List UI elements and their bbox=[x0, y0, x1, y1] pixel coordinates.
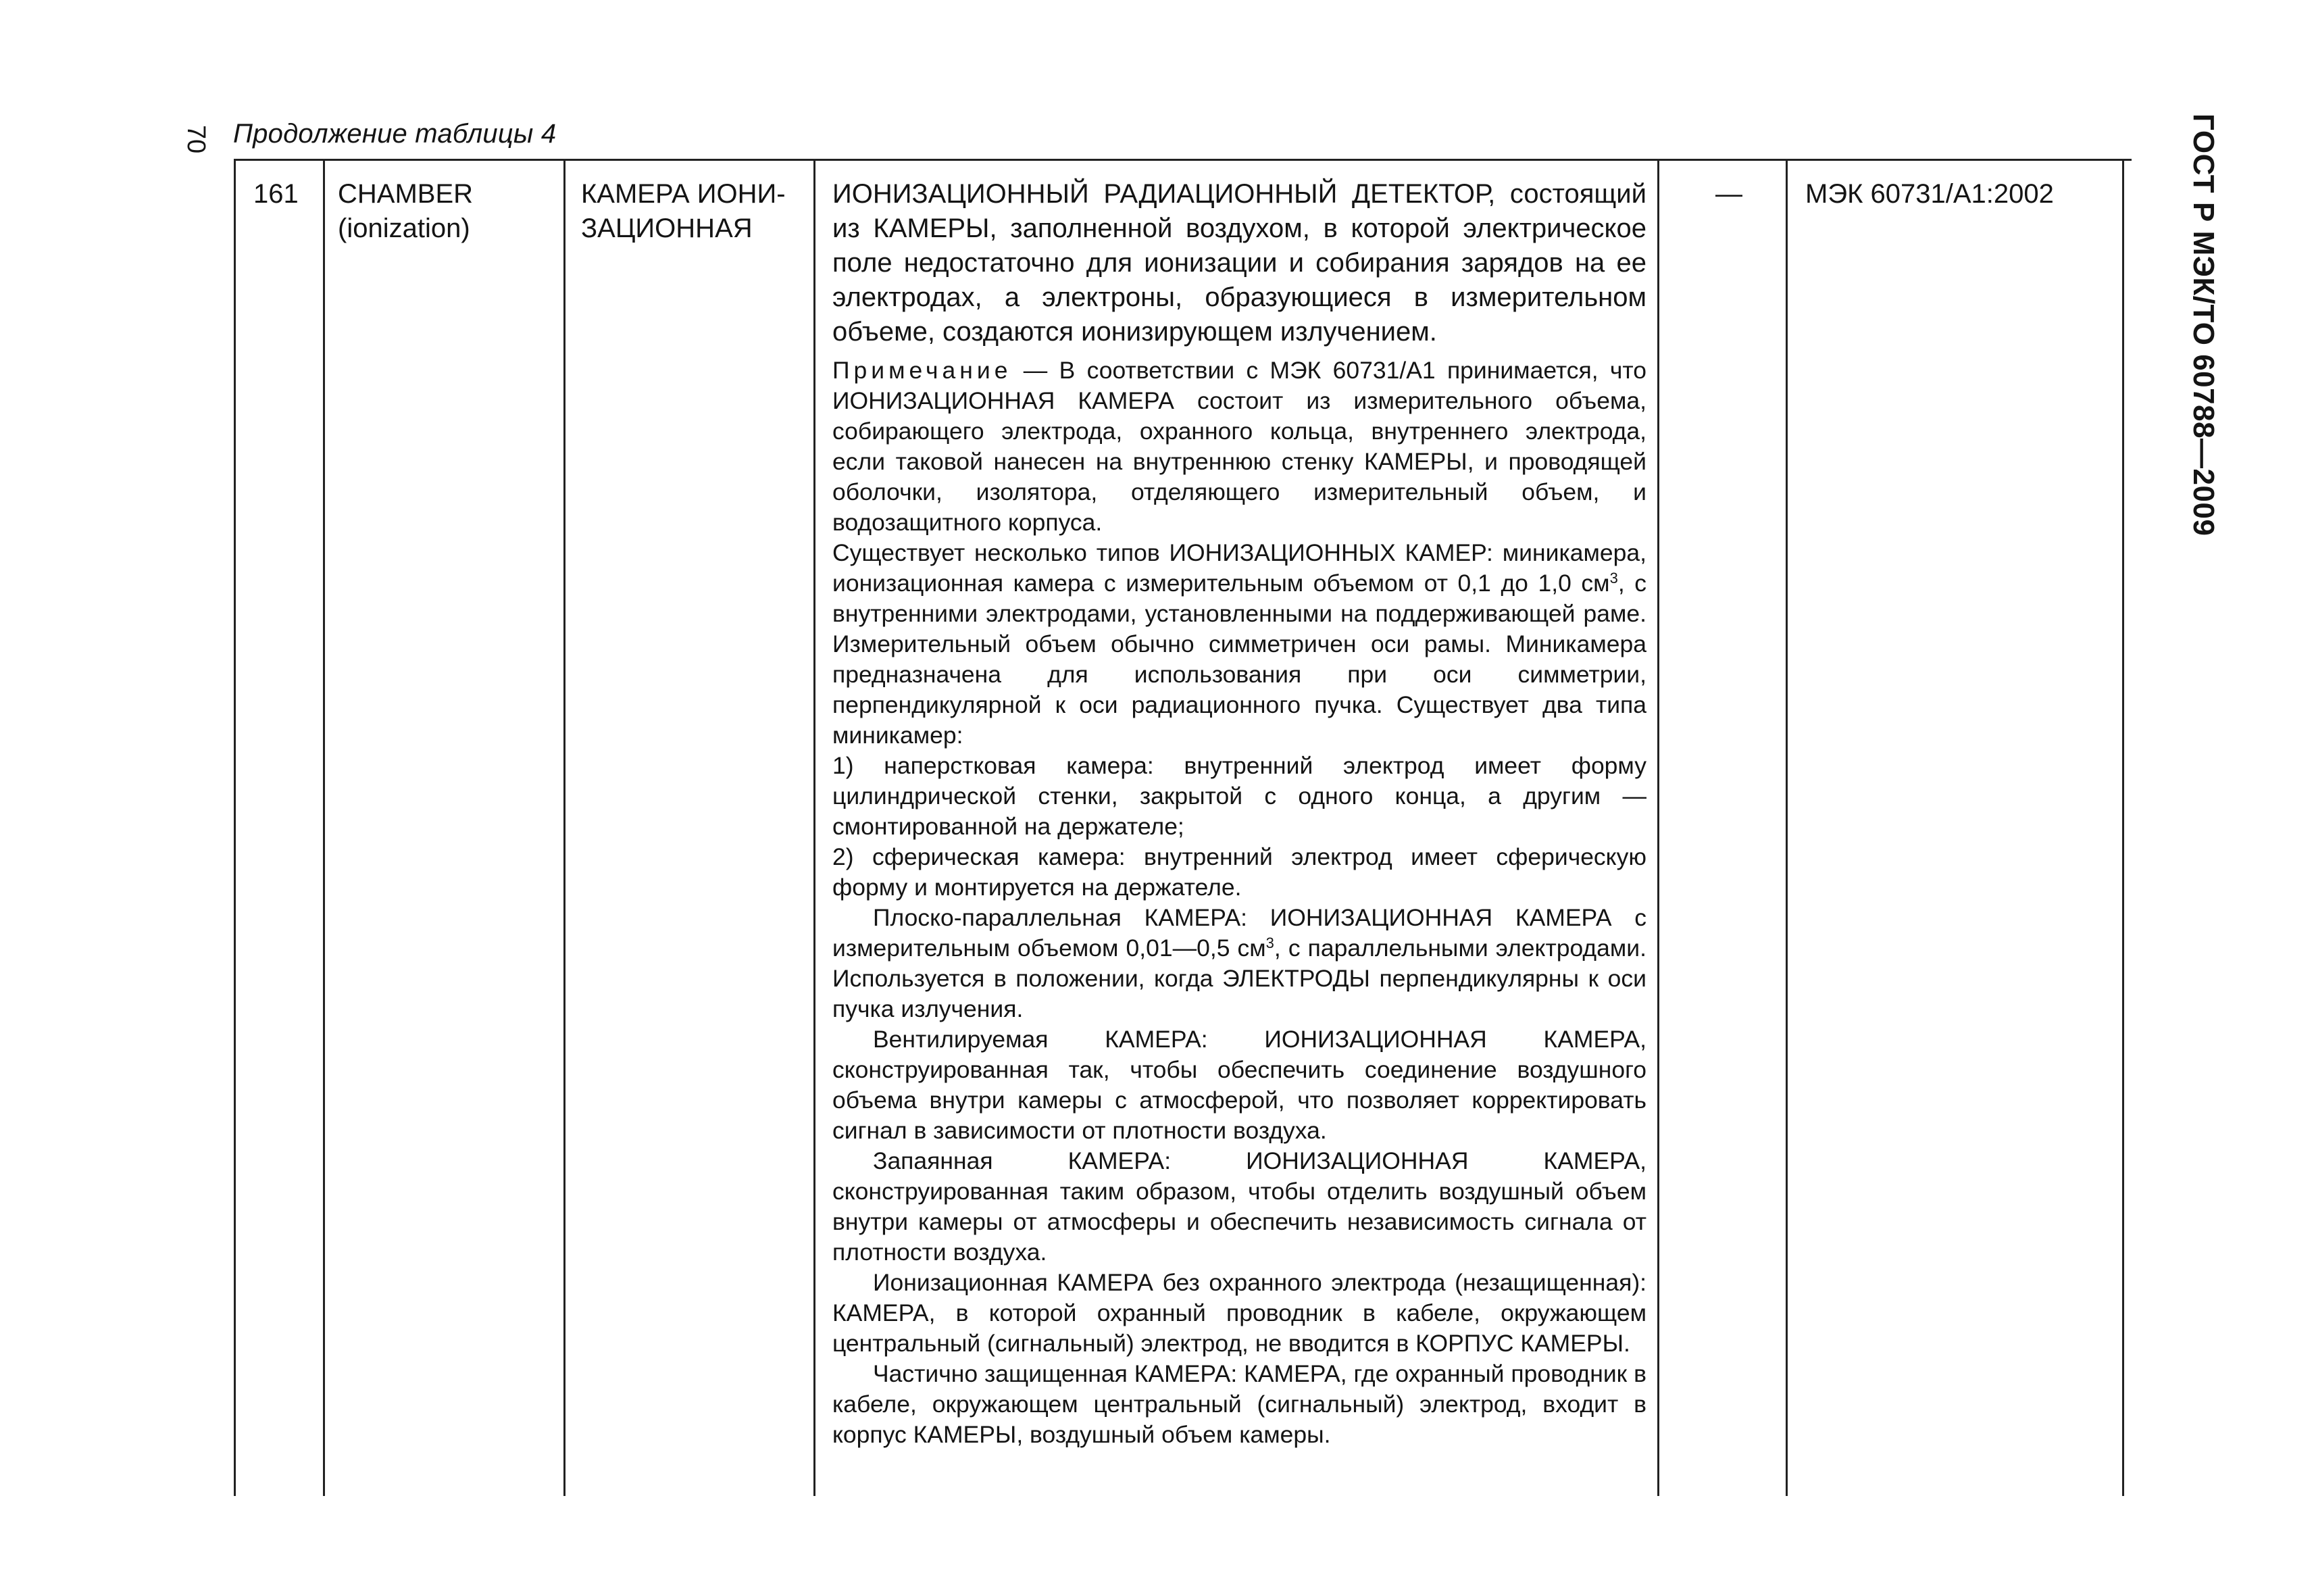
chamber-types-paragraph bbox=[832, 538, 1646, 751]
unguarded-chamber-paragraph: Ионизационная КАМЕРА без охранного электрода (незащищенная): КАМЕРА, в которой охранный проводник в кабеле, окружающем центральный (сигнальный) электрод, не вводится в КОРПУС КАМЕРЫ. bbox=[832, 1269, 1646, 1357]
term-russian-line: ЗАЦИОННАЯ bbox=[581, 214, 753, 243]
table-column-divider bbox=[813, 159, 815, 1496]
reference-standard: МЭК 60731/А1:2002 bbox=[1805, 179, 2054, 209]
superscript: 3 bbox=[1609, 570, 1618, 587]
partially-guarded-chamber-paragraph: Частично защищенная КАМЕРА: КАМЕРА, где охранный проводник в кабеле, окружающем центральный (сигнальный) электрод, входит в корпус КАМЕРЫ, воздушный объем камеры. bbox=[832, 1360, 1646, 1448]
term-russian bbox=[581, 177, 811, 246]
table-column-divider bbox=[1657, 159, 1659, 1496]
chamber-types-text: Существует несколько типов ИОНИЗАЦИОННЫХ КАМЕР: миникамера, ионизационная камера с измерительным объемом от 0,1 до 1,0 см bbox=[832, 539, 1646, 597]
list-item: 2) сферическая камера: внутренний электрод имеет сферическую форму и монтируется на держателе. bbox=[832, 843, 1646, 901]
note-paragraph bbox=[832, 355, 1646, 538]
term-english bbox=[338, 177, 561, 246]
superscript: 3 bbox=[1265, 934, 1274, 951]
term-english-line: (ionization) bbox=[338, 214, 470, 243]
row-number: 161 bbox=[253, 179, 299, 209]
table-column-divider bbox=[2122, 159, 2124, 1496]
vented-chamber-paragraph: Вентилируемая КАМЕРА: ИОНИЗАЦИОННАЯ КАМЕРА, сконструированная так, чтобы обеспечить соединение воздушного объема внутри камеры с атмосферой, что позволяет корректировать сигнал в зависимости от плотности воздуха. bbox=[832, 1026, 1646, 1144]
document-standard-header: ГОСТ Р МЭК/ТО 60788—2009 bbox=[2187, 114, 2220, 537]
chamber-types-text: , с внутренними электродами, установленными на поддерживающей раме. Измерительный объем обычно симметричен оси рамы. Миникамера предназначена для использования при оси симметрии, перпендикулярной к оси радиационного пучка. Существует два типа миникамер: bbox=[832, 570, 1646, 749]
parallel-plate-text: Плоско-параллельная КАМЕРА: ИОНИЗАЦИОННАЯ КАМЕРА с измерительным объемом 0,01—0,5 см bbox=[832, 904, 1646, 962]
table-column-divider bbox=[563, 159, 565, 1496]
term-russian-line: КАМЕРА ИОНИ- bbox=[581, 179, 786, 209]
term-notes bbox=[832, 355, 1646, 1450]
note-text: — В соответствии с МЭК 60731/А1 принимается, что ИОНИЗАЦИОННАЯ КАМЕРА состоит из измерительного объема, собирающего электрода, охранного кольца, внутреннего электрода, если таковой нанесен на внутреннюю стенку КАМЕРЫ, и проводящей оболочки, изолятора, отделяющего измерительный объем, и водозащитного корпуса. bbox=[832, 357, 1646, 536]
table-column-divider bbox=[234, 159, 236, 1496]
page-number: 70 bbox=[182, 124, 210, 154]
note-label: Примечание bbox=[832, 357, 1012, 384]
parallel-plate-text: , с параллельными электродами. Используется в положении, когда ЭЛЕКТРОДЫ перпендикулярны к оси пучка излучения. bbox=[832, 934, 1646, 1022]
table-column-divider bbox=[1786, 159, 1788, 1496]
sealed-chamber-paragraph: Запаянная КАМЕРА: ИОНИЗАЦИОННАЯ КАМЕРА, сконструированная таким образом, чтобы отделить воздушный объем внутри камеры от атмосферы и обеспечить независимость сигнала от плотности воздуха. bbox=[832, 1147, 1646, 1266]
empty-column-dash: — bbox=[1715, 179, 1742, 209]
table-caption: Продолжение таблицы 4 bbox=[233, 119, 557, 149]
term-english-line: CHAMBER bbox=[338, 179, 474, 209]
table-top-border bbox=[234, 159, 2132, 161]
parallel-plate-paragraph bbox=[832, 903, 1646, 1024]
list-item: 1) наперстковая камера: внутренний электрод имеет форму цилиндрической стенки, закрытой с одного конца, а другим — смонтированной на держателе; bbox=[832, 752, 1646, 840]
table-column-divider bbox=[323, 159, 325, 1496]
term-definition: ИОНИЗАЦИОННЫЙ РАДИАЦИОННЫЙ ДЕТЕКТОР, состоящий из КАМЕРЫ, заполненной воздухом, в которой электрическое поле недостаточно для ионизации и собирания зарядов на ее электродах, а электроны, образующиеся в измерительном объеме, создаются ионизирующем излучением. bbox=[832, 179, 1646, 347]
